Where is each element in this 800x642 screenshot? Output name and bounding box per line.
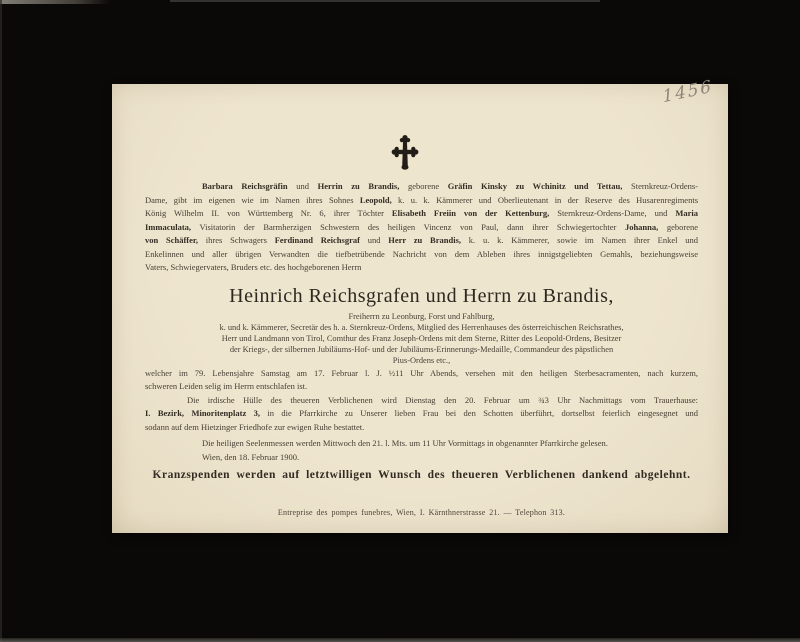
handwritten-archive-number: 1456 (661, 76, 714, 108)
deceased-name-title: Heinrich Reichsgrafen und Herrn zu Brandis, (229, 284, 614, 307)
text-line: Dame, gibt im eigenen wie im Namen ihres Sohnes Leopold, k. u. k. Kämmerer und Oberlieutenant in der Reserve des Husarenregiments (145, 194, 699, 205)
text-line: k. und k. Kämmerer, Secretär des h. a. Sternkreuz-Ordens, Mitglied des Herrenhauses des österreichischen Reichsrathes, (219, 322, 624, 332)
funeral-home-printer-line: Entreprise des pompes funebres, Wien, I. Kärnthnerstrasse 21. — Telephon 313. (277, 508, 566, 518)
text-line: Immaculata, Visitatorin der Barmherzigen Schwestern des heiligen Vincenz von Paul, dann ihrer Schwiegertochter Johanna, geborene (145, 221, 698, 232)
text-line: Vaters, Schwiegervaters, Bruders etc. des hochgeborenen Herrn (145, 262, 362, 272)
text-line: schweren Leiden selig im Herrn entschlafen ist. (145, 381, 308, 392)
text-line: sodann auf dem Hietzinger Friedhofe zur ewigen Ruhe bestattet. (145, 421, 365, 432)
text-line: Herr und Landmann von Tirol, Comthur des Franz Joseph-Ordens mit dem Sterne, Ritter des Leopold-Ordens, Besitzer (221, 333, 622, 343)
photo-edge-artifact (0, 0, 2, 642)
wreaths-declined-notice: Kranzspenden werden auf letztwilligen Wunsch des theueren Verblichenen dankend abgelehnt. (152, 469, 691, 482)
text-line: I. Bezirk, Minoritenplatz 3, in die Pfarrkirche zu Unserer lieben Frau bei den Schotten überführt, dortselbst feierlich eingesegnet und (145, 408, 698, 419)
photo-edge-artifact (0, 0, 110, 4)
text-line: König Wilhelm II. von Württemberg Nr. 6, ihrer Töchter Elisabeth Freiin von der Kettenburg, Sternkreuz-Ordens-Dame, und Maria (145, 208, 698, 218)
text-line: Die irdische Hülle des theueren Verblichenen wird Dienstag den 20. Februar um ¾3 Uhr Nachmittags vom Trauerhause: (187, 394, 698, 405)
text-line: der Kriegs-, der silbernen Jubiläums-Hof- und der Jubiläums-Erinnerungs-Medaille, Commandeur des päpstlichen (229, 345, 614, 355)
death-details-paragraph (145, 367, 698, 394)
announcement-intro-paragraph (145, 180, 698, 275)
place-dateline: Wien, den 18. Februar 1900. (202, 451, 300, 462)
photo-edge-artifact (170, 0, 600, 2)
requiem-masses-line: Die heiligen Seelenmessen werden Mittwoch den 21. l. Mts. um 11 Uhr Vormittags in obgenannter Pfarrkirche gelesen. (202, 438, 608, 449)
text-line: Pius-Ordens etc., (392, 356, 451, 366)
photo-edge-artifact (0, 638, 800, 642)
burial-details-paragraph (145, 394, 698, 435)
mourning-card (112, 84, 728, 533)
text-line: Barbara Reichsgräfin und Herrin zu Brandis, geborene Gräfin Kinsky zu Wchinitz und Tettau, Sternkreuz-Ordens- (202, 181, 699, 191)
honors-and-titles-list (145, 311, 698, 367)
text-line: von Schäffer, ihres Schwagers Ferdinand Reichsgraf und Herr zu Brandis, k. u. k. Kämmerer, sowie im Namen ihrer Enkel und (145, 235, 698, 245)
text-line: Freiherrn zu Leonburg, Forst und Fahlburg, (348, 311, 495, 321)
cross-botonee-icon (389, 133, 421, 175)
text-line: welcher im 79. Lebensjahre Samstag am 17. Februar l. J. ½11 Uhr Abends, versehen mit den heiligen Sterbesacramenten, nach kurzem, (145, 367, 698, 378)
text-line: Enkelinnen und aller übrigen Verwandten die tiefbetrübende Nachricht von dem Ableben ihres innigstgeliebten Gemahls, beziehungsweise (145, 248, 698, 259)
